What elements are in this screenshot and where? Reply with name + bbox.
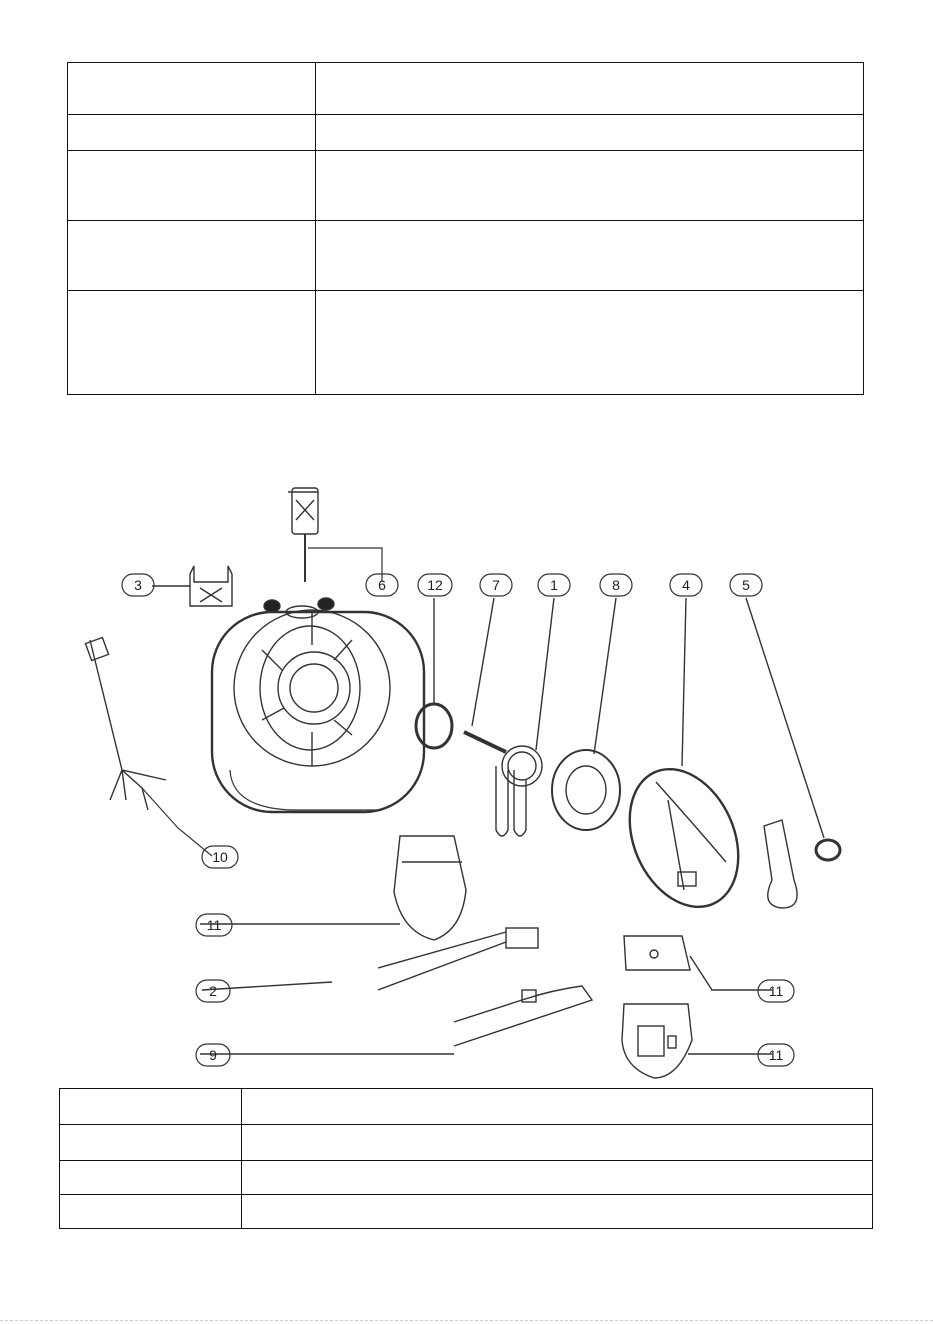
table-cell-value	[316, 291, 864, 395]
callout-10	[202, 846, 238, 868]
table-cell-value	[242, 1089, 873, 1125]
part-2-thermostat-sensor	[202, 928, 538, 990]
wrench-tool	[764, 820, 797, 908]
part-10-power-cable	[85, 637, 212, 856]
part-12-gasket	[416, 704, 452, 748]
table-cell-label	[60, 1125, 242, 1161]
leader-7	[472, 598, 494, 726]
part-9-wiring-harness	[454, 986, 592, 1046]
callout-8	[600, 574, 632, 596]
part-6-inlet-valve	[288, 488, 382, 582]
callout-7	[480, 574, 512, 596]
part-11-mounting-plate	[394, 836, 466, 940]
table-cell-value	[242, 1125, 873, 1161]
table-cell-value	[316, 221, 864, 291]
table-cell-label	[60, 1161, 242, 1195]
svg-text:1: 1	[550, 577, 558, 593]
table-cell-label	[60, 1089, 242, 1125]
table-cell-value	[242, 1195, 873, 1229]
table-cell-value	[316, 63, 864, 115]
top-spec-table	[67, 62, 864, 395]
svg-text:7: 7	[492, 577, 500, 593]
table-cell-label	[68, 291, 316, 395]
table-cell-value	[242, 1161, 873, 1195]
table-row	[60, 1195, 873, 1229]
callout-2	[196, 980, 230, 1002]
svg-text:12: 12	[427, 577, 443, 593]
exploded-parts-diagram	[82, 470, 872, 1080]
callout-3	[122, 574, 154, 596]
svg-text:2: 2	[209, 983, 217, 999]
table-cell-value	[316, 115, 864, 151]
bottom-parts-table	[59, 1088, 873, 1229]
table-cell-label	[60, 1195, 242, 1229]
table-cell-label	[68, 151, 316, 221]
part-11-thermostat-plate	[624, 936, 772, 990]
callout-9	[196, 1044, 230, 1066]
svg-text:11: 11	[206, 917, 222, 933]
callout-1	[538, 574, 570, 596]
heater-tank-body	[212, 598, 424, 812]
table-row	[68, 115, 864, 151]
svg-text:8: 8	[612, 577, 620, 593]
svg-text:10: 10	[212, 849, 228, 865]
table-cell-label	[68, 63, 316, 115]
svg-text:6: 6	[378, 577, 386, 593]
svg-text:11: 11	[768, 983, 784, 999]
callout-6	[366, 574, 398, 596]
table-row	[68, 221, 864, 291]
part-8-flange	[552, 598, 620, 830]
svg-text:4: 4	[682, 577, 690, 593]
part-3-wall-bracket	[152, 566, 232, 606]
part-7-anode-rod	[464, 732, 506, 752]
callout-11-right-bottom	[758, 1044, 794, 1066]
part-5-knob	[746, 598, 840, 860]
table-cell-value	[316, 151, 864, 221]
part-1-heating-element	[496, 598, 554, 836]
svg-text:3: 3	[134, 577, 142, 593]
svg-text:9: 9	[209, 1047, 217, 1063]
table-cell-label	[68, 221, 316, 291]
callout-12	[418, 574, 452, 596]
part-4-front-cover	[609, 598, 759, 924]
table-row	[60, 1161, 873, 1195]
table-row	[60, 1089, 873, 1125]
callout-4	[670, 574, 702, 596]
table-cell-label	[68, 115, 316, 151]
callout-5	[730, 574, 762, 596]
table-row	[68, 63, 864, 115]
table-row	[68, 291, 864, 395]
table-row	[68, 151, 864, 221]
svg-text:5: 5	[742, 577, 750, 593]
svg-text:11: 11	[768, 1047, 784, 1063]
table-row	[60, 1125, 873, 1161]
callout-11-right-top	[758, 980, 794, 1002]
part-11-control-plate	[622, 1004, 772, 1078]
callout-11-left	[196, 914, 232, 936]
page-bottom-edge	[0, 1320, 933, 1323]
